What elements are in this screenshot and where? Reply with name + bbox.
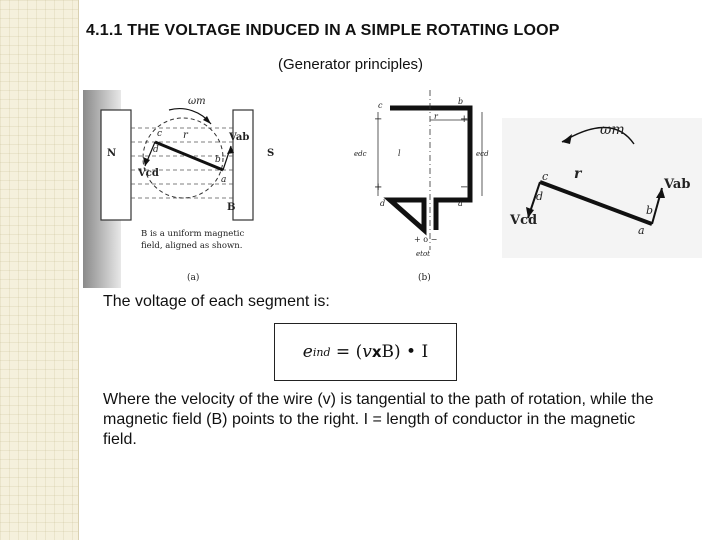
svg-text:B is a uniform magnetic: B is a uniform magnetic bbox=[141, 229, 245, 239]
svg-text:+: + bbox=[374, 182, 383, 193]
segment-voltage-text: The voltage of each segment is: bbox=[103, 293, 330, 310]
svg-text:B: B bbox=[227, 202, 236, 213]
svg-text:+: + bbox=[460, 114, 469, 125]
svg-text:a: a bbox=[221, 175, 227, 185]
svg-text:b: b bbox=[646, 204, 654, 217]
svg-text:r: r bbox=[574, 166, 582, 182]
decorative-sidebar bbox=[0, 0, 79, 540]
svg-text:ωm: ωm bbox=[600, 122, 625, 138]
svg-text:etot: etot bbox=[416, 250, 430, 258]
page-subtitle: (Generator principles) bbox=[278, 56, 424, 73]
svg-text:S: S bbox=[267, 148, 275, 159]
svg-text:−: − bbox=[374, 114, 383, 125]
svg-text:N: N bbox=[107, 148, 117, 159]
svg-text:(b): (b) bbox=[418, 273, 431, 283]
induced-voltage-formula: e ind = ( v x B ) • I bbox=[274, 323, 457, 381]
loop-wire bbox=[155, 142, 223, 170]
svg-text:r: r bbox=[183, 130, 188, 141]
svg-text:a: a bbox=[458, 199, 463, 208]
page-title: 4.1.1 THE VOLTAGE INDUCED IN A SIMPLE ROTATING LOOP bbox=[86, 22, 560, 39]
figure-b-loop-front-view bbox=[350, 90, 500, 288]
svg-text:Vab: Vab bbox=[664, 177, 691, 192]
svg-text:ecd: ecd bbox=[476, 150, 489, 158]
svg-text:b: b bbox=[215, 155, 221, 165]
svg-text:Vcd: Vcd bbox=[510, 213, 538, 228]
svg-text:−: − bbox=[460, 182, 469, 193]
svg-text:b: b bbox=[458, 97, 464, 106]
svg-text:c: c bbox=[157, 129, 163, 139]
svg-text:d: d bbox=[380, 199, 386, 208]
omega-label: ωm bbox=[188, 96, 206, 107]
svg-text:field, aligned as shown.: field, aligned as shown. bbox=[141, 241, 243, 251]
figure-a-loop-in-field bbox=[83, 90, 275, 288]
svg-text:Vab: Vab bbox=[229, 132, 250, 143]
svg-text:d: d bbox=[153, 145, 159, 155]
svg-text:c: c bbox=[378, 101, 383, 110]
figure-c-velocity-vectors bbox=[502, 118, 702, 258]
svg-text:(a): (a) bbox=[187, 273, 200, 283]
s-pole bbox=[233, 110, 253, 220]
svg-text:l: l bbox=[398, 149, 401, 158]
svg-text:r: r bbox=[434, 112, 438, 121]
svg-text:Vcd: Vcd bbox=[138, 168, 159, 179]
svg-text:+ o −: + o − bbox=[414, 235, 438, 244]
svg-text:c: c bbox=[542, 170, 549, 183]
svg-text:d: d bbox=[536, 190, 544, 203]
explanation-text: Where the velocity of the wire (v) is tangential to the path of rotation, while the magnetic field (B) points to the right. I = length of conductor in the magnetic field. bbox=[103, 391, 654, 448]
svg-text:a: a bbox=[638, 224, 645, 237]
svg-text:edc: edc bbox=[354, 150, 367, 158]
